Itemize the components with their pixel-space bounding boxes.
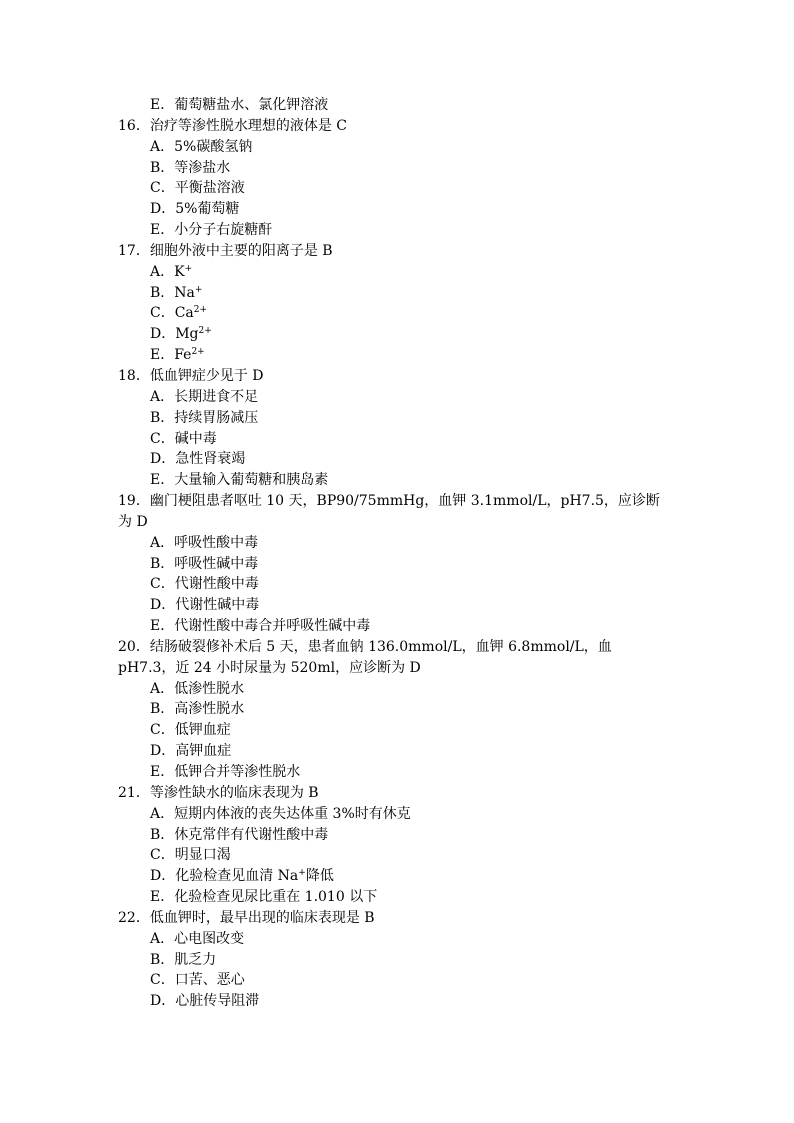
answer-option: [118, 929, 678, 950]
answer-option: [118, 178, 678, 199]
line-text: A．K: [150, 263, 185, 280]
line-text: A．低渗性脱水: [150, 680, 245, 697]
superscript-charge: +: [184, 263, 193, 274]
line-text: E．葡萄糖盐水、氯化钾溶液: [150, 97, 329, 113]
line-text: B．高渗性脱水: [150, 701, 245, 718]
question-text: [118, 783, 678, 804]
answer-option: [118, 449, 678, 470]
line-text: D．Mg: [150, 326, 199, 343]
answer-option: [118, 95, 678, 116]
line-text: E．大量输入葡萄糖和胰岛素: [150, 472, 329, 489]
answer-option: [118, 679, 678, 700]
answer-option: [118, 574, 678, 595]
line-text: C．明显口渴: [150, 847, 231, 864]
superscript-charge: +: [298, 868, 306, 879]
answer-option: [118, 324, 678, 345]
answer-option: [118, 554, 678, 575]
answer-option: [118, 699, 678, 720]
answer-option: [118, 199, 678, 220]
superscript-charge: 2+: [198, 326, 212, 337]
line-text: E．Fe: [150, 347, 192, 364]
line-text: C．碱中毒: [150, 430, 217, 447]
line-text: A．短期内体液的丧失达体重 3%时有休克: [150, 805, 411, 822]
line-text: 16．治疗等渗性脱水理想的液体是 C: [118, 117, 347, 134]
line-text: pH7.3，近 24 小时尿量为 520ml，应诊断为 D: [118, 659, 421, 676]
answer-option: [118, 533, 678, 554]
line-text: B．呼吸性碱中毒: [150, 555, 259, 572]
answer-option: [118, 720, 678, 741]
line-text: A．呼吸性酸中毒: [150, 534, 259, 551]
line-text: 为 D: [118, 513, 148, 530]
line-text: D．急性肾衰竭: [150, 451, 246, 468]
line-text: E．低钾合并等渗性脱水: [150, 764, 301, 780]
line-text: A．心电图改变: [150, 930, 245, 947]
answer-option: [118, 303, 678, 324]
line-text: 18．低血钾症少见于 D: [118, 367, 264, 384]
answer-option: [118, 991, 678, 1012]
question-list: [118, 95, 678, 1012]
answer-option: [118, 845, 678, 866]
answer-option: [118, 137, 678, 158]
question-text: [118, 491, 678, 512]
line-text: B．肌乏力: [150, 951, 217, 968]
superscript-charge: +: [194, 284, 203, 295]
answer-option: [118, 825, 678, 846]
line-text: C．低钾血症: [150, 722, 231, 739]
question-text: [118, 908, 678, 929]
line-text: E．小分子右旋糖酐: [150, 222, 273, 239]
answer-option: [118, 741, 678, 762]
answer-option: [118, 866, 678, 887]
line-text: 17．细胞外液中主要的阳离子是 B: [118, 242, 333, 259]
answer-option: [118, 616, 678, 637]
line-text: E．化验检查见尿比重在 1.010 以下: [150, 889, 378, 906]
line-text: C．代谢性酸中毒: [150, 576, 259, 593]
line-text: 20．结肠破裂修补术后 5 天，患者血钠 136.0mmol/L，血钾 6.8mmol/L，血: [118, 638, 612, 655]
answer-option: [118, 262, 678, 283]
answer-option: [118, 345, 678, 366]
line-text: 22．低血钾时，最早出现的临床表现是 B: [118, 909, 375, 926]
question-text: [118, 366, 678, 387]
line-text: C．平衡盐溶液: [150, 180, 245, 197]
line-text: D．5%葡萄糖: [150, 201, 240, 218]
answer-option: [118, 762, 678, 783]
line-text: D．化验检查见血清 Na: [150, 868, 299, 885]
answer-option: [118, 220, 678, 241]
question-text: [118, 637, 678, 658]
answer-option: [118, 470, 678, 491]
answer-option: [118, 970, 678, 991]
line-text: C．口苦、恶心: [150, 972, 245, 989]
question-text: [118, 658, 678, 679]
line-text: D．高钾血症: [150, 743, 232, 760]
answer-option: [118, 950, 678, 971]
question-text: [118, 512, 678, 533]
line-text: C．Ca: [150, 305, 194, 322]
line-text: B．Na: [150, 284, 195, 301]
line-text: D．心脏传导阻滞: [150, 993, 260, 1010]
question-text: [118, 116, 678, 137]
answer-option: [118, 429, 678, 450]
line-text: A．长期进食不足: [150, 388, 259, 405]
question-text: [118, 241, 678, 262]
superscript-charge: 2+: [193, 305, 208, 316]
superscript-charge: 2+: [191, 347, 205, 358]
answer-option: [118, 158, 678, 179]
answer-option: [118, 408, 678, 429]
line-text: D．代谢性碱中毒: [150, 597, 260, 614]
answer-option: [118, 595, 678, 616]
line-text: A．5%碳酸氢钠: [150, 138, 253, 155]
answer-option: [118, 804, 678, 825]
line-text: 21．等渗性缺水的临床表现为 B: [118, 784, 319, 801]
answer-option: [118, 887, 678, 908]
line-text: 19．幽门梗阻患者呕吐 10 天，BP90/75mmHg，血钾 3.1mmol/L，pH7.5，应诊断: [118, 493, 660, 510]
line-text-tail: 降低: [305, 868, 334, 885]
line-text: B．持续胃肠减压: [150, 409, 259, 426]
line-text: E．代谢性酸中毒合并呼吸性碱中毒: [150, 618, 371, 635]
line-text: B．休克常伴有代谢性酸中毒: [150, 826, 329, 843]
line-text: B．等渗盐水: [150, 159, 231, 176]
answer-option: [118, 283, 678, 304]
answer-option: [118, 387, 678, 408]
